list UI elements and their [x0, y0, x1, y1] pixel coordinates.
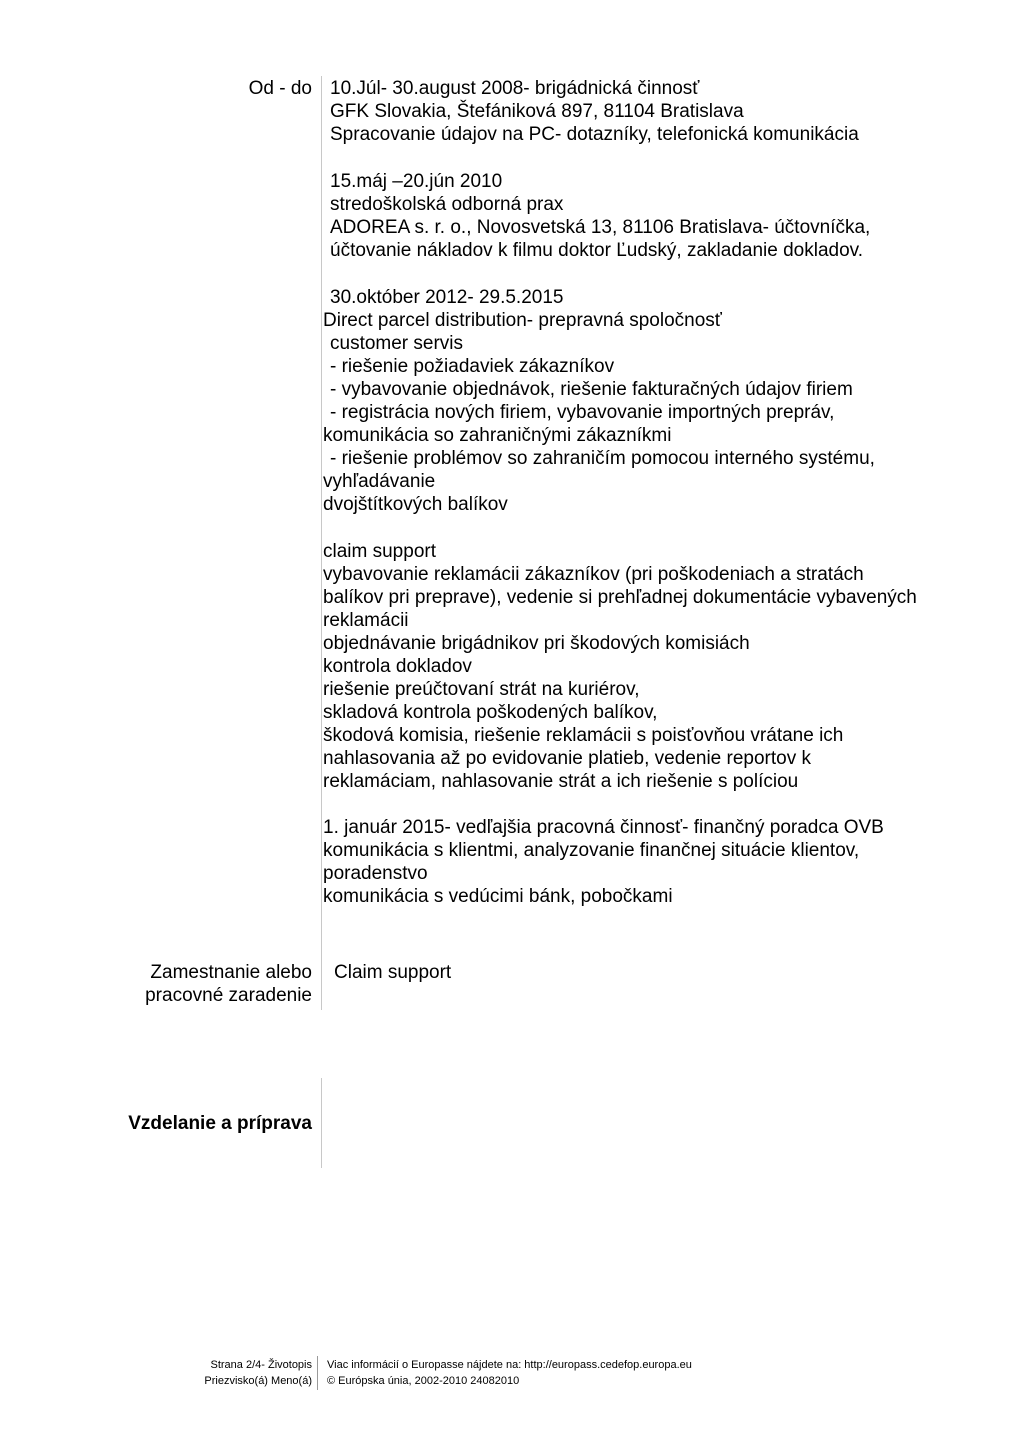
work-line: - registrácia nových firiem, vybavovanie importných prepráv, [330, 402, 835, 423]
position-value: Claim support [334, 962, 452, 983]
work-line: claim support [323, 541, 436, 562]
work-line: - riešenie požiadaviek zákazníkov [330, 356, 615, 377]
work-line: riešenie preúčtovaní strát na kuriérov, [323, 679, 640, 700]
education-section-title: Vzdelanie a príprava [128, 1113, 312, 1134]
position-label-line1: Zamestnanie alebo [150, 962, 312, 983]
period-label: Od - do [248, 78, 312, 99]
work-line: komunikácia so zahraničnými zákazníkmi [323, 425, 672, 446]
position-label [145, 961, 312, 1007]
footer-name: Priezvisko(á) Meno(á) [204, 1375, 312, 1387]
work-line: 1. január 2015- vedľajšia pracovná činnosť- finančný poradca OVB [323, 817, 884, 838]
work-line: customer servis [330, 333, 464, 354]
work-line: poradenstvo [323, 863, 428, 884]
work-line: - riešenie problémov so zahraničím pomocou interného systému, [330, 448, 875, 469]
work-line: objednávanie brigádnikov pri škodových komisiách [323, 633, 750, 654]
column-divider-education [321, 1078, 322, 1168]
work-line: 30.október 2012- 29.5.2015 [330, 287, 564, 308]
work-line: - vybavovanie objednávok, riešenie fakturačných údajov firiem [330, 379, 853, 400]
work-line: komunikácia s klientmi, analyzovanie finančnej situácie klientov, [323, 840, 860, 861]
work-line: ADOREA s. r. o., Novosvetská 13, 81106 Bratislava- účtovníčka, [330, 217, 871, 238]
work-line: balíkov pri preprave), vedenie si prehľadnej dokumentácie vybavených [323, 587, 917, 608]
work-line: stredoškolská odborná prax [330, 194, 564, 215]
work-line: účtovanie nákladov k filmu doktor Ľudský, zakladanie dokladov. [330, 240, 864, 261]
work-line: kontrola dokladov [323, 656, 472, 677]
column-divider-top [321, 76, 322, 1010]
work-line: nahlasovania až po evidovanie platieb, vedenie reportov k [323, 748, 811, 769]
work-line: komunikácia s vedúcimi bánk, pobočkami [323, 886, 673, 907]
footer-page-number: Strana 2/4- Životopis [210, 1359, 312, 1371]
work-line: škodová komisia, riešenie reklamácii s poisťovňou vrátane ich [323, 725, 844, 746]
work-line: vyhľadávanie [323, 471, 436, 492]
work-line: reklamácii [323, 610, 409, 631]
work-line: skladová kontrola poškodených balíkov, [323, 702, 658, 723]
work-line: 15.máj –20.jún 2010 [330, 171, 503, 192]
footer-europass-info [327, 1357, 692, 1389]
footer-page-info [204, 1357, 312, 1389]
footer-europass-link: Viac informácií o Europasse nájdete na: http://europass.cedefop.europa.eu [327, 1359, 692, 1371]
work-line: 10.Júl- 30.august 2008- brigádnická činnosť [330, 78, 700, 99]
work-line: GFK Slovakia, Štefániková 897, 81104 Bratislava [330, 101, 744, 122]
work-line: dvojštítkových balíkov [323, 494, 508, 515]
footer-divider [317, 1356, 318, 1390]
work-line: Spracovanie údajov na PC- dotazníky, telefonická komunikácia [330, 124, 859, 145]
work-line: vybavovanie reklamácii zákazníkov (pri poškodeniach a stratách [323, 564, 864, 585]
work-line: Direct parcel distribution- prepravná spoločnosť [323, 310, 722, 331]
position-label-line2: pracovné zaradenie [145, 985, 312, 1006]
work-line: reklamáciam, nahlasovanie strát a ich riešenie s políciou [323, 771, 799, 792]
footer-copyright: © Európska únia, 2002-2010 24082010 [327, 1375, 520, 1387]
